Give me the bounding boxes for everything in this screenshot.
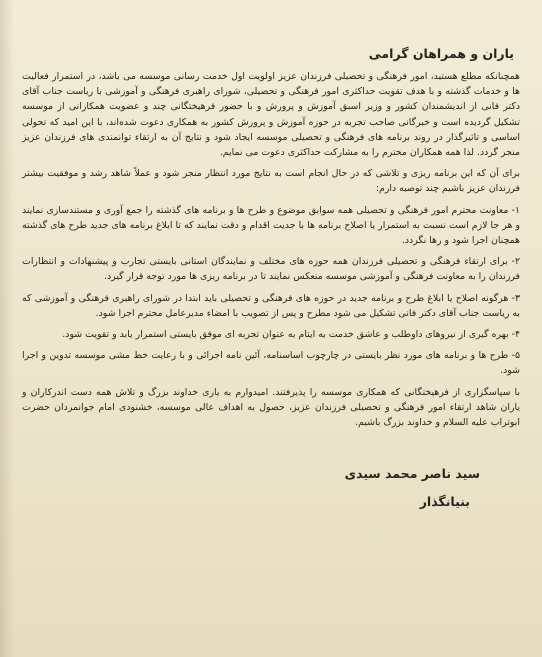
request-paragraph: برای آن که این برنامه ریزی و تلاشی که در حال انجام است به نتایج مورد انتظار منجر شود و عملاً شاهد رشد و موفقیت بیشتر فرزندان عزیز باشیم چند توصیه دارم:: [22, 168, 520, 195]
recommendation-item-1: ۱- معاونت محترم امور فرهنگی و تحصیلی همه سوابق موضوع و طرح ها و برنامه های گذشته را جمع آوری و مستندسازی نمایند و هر جا لازم است نسبت به استمرار یا اصلاح برنامه ها با جدیت اقدام و دقت نمایند که تا ابلاغ برنامه های جدید طرح های گذشته همچنان اجرا شود و رها نگردد.: [22, 204, 520, 247]
letter-body: [22, 69, 520, 430]
recommendation-item-4: ۴- بهره گیری از نیروهای داوطلب و عاشق خدمت به ایتام به عنوان تجربه ای موفق بایستی استمرار یابد و تقویت شود.: [62, 329, 520, 341]
recommendation-item-3: ۳- هرگونه اصلاح یا ابلاغ طرح و برنامه جدید در حوزه های فرهنگی و تحصیلی باید ابتدا در شورای راهبری فرهنگی و آموزشی که به ریاست جناب آقای دکتر فانی تشکیل می شود مطرح و پس از تصویب با امضاء مدیرعامل محترم اجرا شود.: [22, 292, 520, 319]
signature-name: سید ناصر محمد سیدی: [344, 466, 480, 482]
letter-title: یاران و همراهان گرامی: [368, 46, 514, 61]
recommendation-item-5: ۵- طرح ها و برنامه های مورد نظر بایستی در چارچوب اساسنامه، آئین نامه اجرائی و با رعایت خط مشی موسسه تدوین و اجرا شود.: [22, 350, 520, 377]
signature-block: [22, 460, 480, 516]
recommendation-item-2: ۲- برای ارتقاء فرهنگی و تحصیلی فرزندان همه حوزه های مختلف و نمایندگان استانی بایستی تجارب و پیشنهادات و انتظارات فرزندان را به معاونت فرهنگی و آموزشی موسسه منعکس نمایند تا در برنامه ریزی ها مورد توجه قرار گیرد.: [22, 256, 520, 283]
signature-role: بنیانگذار: [419, 494, 470, 510]
closing-paragraph: با سپاسگزاری از فرهیختگانی که همکاری موسسه را پذیرفتند. امیدوارم به یاری خداوند بزرگ و تلاش همه دست اندرکاران و یاران شاهد ارتقاء امور فرهنگی و تحصیلی فرزندان عزیز، حصول به اهداف عالی موسسه، خشنودی امام جوانمردان حضرت ابوتراب علیه السلام و خداوند بزرگ باشیم.: [22, 386, 520, 429]
intro-paragraph: همچنانکه مطلع هستید، امور فرهنگی و تحصیلی فرزندان عزیز اولویت اول خدمت رسانی موسسه می باشد، در استمرار فعالیت ها و خدمات گذشته و با هدف تقویت حداکثری امور فرهنگی و تحصیلی، شورای راهبری فرهنگی و آموزشی با ریاست جناب آقای دکتر فانی از اندیشمندان کشور و وزیر اسبق آموزش و پرورش و با حضور فرهیختگانی چند و عضویت همکارانی از موسسه تشکیل گردیده است و خبرگانی صاحب تجربه در حوزه آموزش و پرورش کشور به همکاری دعوت شده‌اند، با این امید که تحولی اساسی و تاثیرگذار در روند برنامه های فرهنگی و تحصیلی موسسه ایجاد شود و نتایج آن به ارتقاء توانمندی های فرزندان عزیز منجر گردد. لذا همه همکاران محترم را به مشارکت حداکثری دعوت می نمایم.: [22, 71, 520, 159]
